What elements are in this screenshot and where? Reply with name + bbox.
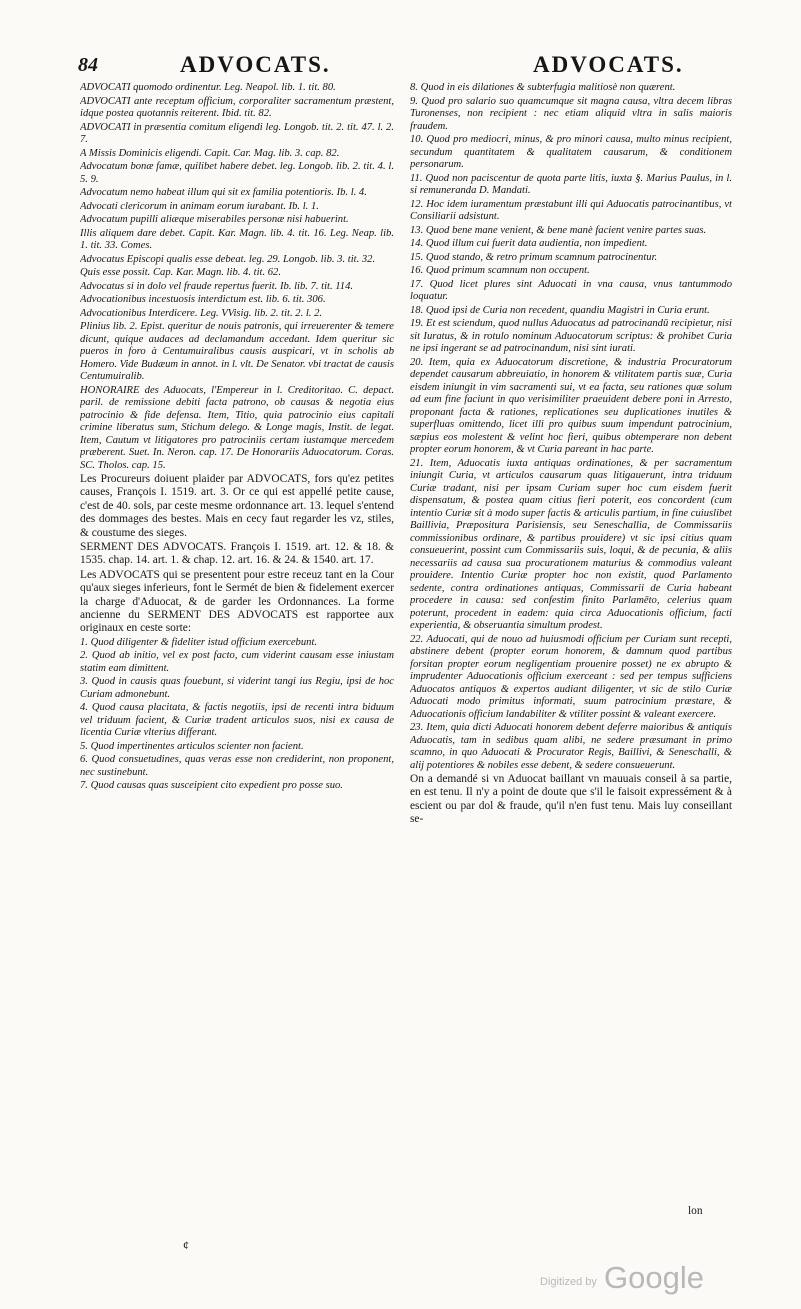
paragraph: Advocatum pupilli aliæque miserabiles personæ nisi habuerint. (80, 214, 349, 225)
oath-article: 8. Quod in eis dilationes & subterfugia malitiosè non quærent. (410, 82, 676, 93)
paragraph: Advocationibus Interdicere. Leg. VVisig. lib. 2. tit. 2. l. 2. (80, 307, 323, 319)
oath-article: 16. Quod primum scamnum non occupent. (410, 265, 590, 276)
left-column (80, 82, 394, 1209)
paragraph: Les ADVOCATS qui se presentent pour estre receuz tant en la Cour qu'aux sieges inferieurs, font le Sermét de bien & fidelement exercer la charge d'Aduocat, & de garder les Ordonnances. La forme ancienne du SERMENT DES ADVOCATS est rapportee aux originaux en ceste sorte: (80, 568, 394, 635)
oath-article: 2. Quod ab initio, vel ex post facto, cum viderint causam esse iniustam statim eam dimittent. (80, 650, 394, 674)
oath-article: 21. Item, Aduocatis iuxta antiquas ordinationes, & per sacramentum iniungit Curia, vt articulos causarum quas litigauerunt, intra triduum Curiæ tradant, nisi per ipsam Curiam super hoc cum eisdem fuerit dispensatum, & postea quam citius fieri poterit, eos concordent (cum intentio Curiæ sit à modo super factis & articulis partium, in fine cuiuslibet Baillivia, Præpositura Parisiensis, seu Seneschallia, de Commissariis commissionibus ordinare, & partibus prouidere) vt sic ipsi citius quam consueuerint, possint cum Commissariis suis, loqui, & de pecunia, & aliis necessariis ad causa sua procurationem maturius & commodius valeant prouidere. Intentio Curiæ propter hoc non existit, quod Parlamento sedente, contra ordinationes antiquas, Commissarii de Curia habeant procedere in causa: sed confestim finito Parlamēto, celerius quam poterunt, procedent in eadem: quia circa Aduocationis officium, facti experientia, & obseruantia simultum prodest. (410, 457, 732, 631)
paragraph: On a demandé si vn Aduocat baillant vn mauuais conseil à sa partie, en est tenu. Il n'y a point de doute que s'il le faisoit expressément & à escient ou par dol & fraude, qu'il n'en fust tenu. Mais luy conseillant se- (410, 773, 732, 826)
oath-article: 1. Quod diligenter & fideliter istud officium exercebunt. (80, 636, 318, 648)
paragraph: A Missis Dominicis eligendi. Capit. Car. Mag. lib. 3. cap. 82. (80, 147, 340, 159)
paragraph: Les Procureurs doiuent plaider par ADVOCATS, fors qu'ez petites causes, François I. 1519. art. 3. Or ce qui est appellé petite cause, c'est de 40. sols, par ceste mesme ordonnance art. 13. lequel s'entend des dommages des bestes. Mais en cecy faut regarder les vz, stiles, & coustume des sieges. (80, 473, 394, 539)
oath-article: 4. Quod causa placitata, & factis negotiis, ipsi de recenti intra biduum vel triduum facient, & Curiæ tradent articulos suos, nisi ex causa de licentia Curiæ vlterius differant. (80, 702, 394, 739)
paragraph: Advocationibus incestuosis interdictum est. lib. 6. tit. 306. (80, 294, 326, 305)
oath-article: 5. Quod impertinentes articulos scienter non facient. (80, 740, 304, 752)
paragraph: Illis aliquem dare debet. Capit. Kar. Magn. lib. 4. tit. 16. Leg. Neap. lib. 1. tit. 33. Comes. (80, 227, 394, 251)
oath-article: 18. Quod ipsi de Curia non recedent, quandiu Magistri in Curia erunt. (410, 304, 710, 316)
oath-article: 11. Quod non paciscentur de quota parte litis, iuxta §. Marius Paulus, in l. si remuneranda D. Mandati. (410, 172, 732, 196)
digitization-watermark (540, 1262, 750, 1302)
margin-mark: ¢ (183, 1238, 189, 1252)
oath-article: 9. Quod pro salario suo quamcumque sit magna causa, vltra decem libras Turonenses, non recipient : nec etiam aliquid vltra in salis maioris fraudem. (410, 95, 732, 132)
paragraph: Advocatum nemo habeat illum qui sit ex familia potentioris. Ib. l. 4. (80, 187, 367, 198)
paragraph: Quis esse possit. Cap. Kar. Magn. lib. 4. tit. 62. (80, 267, 282, 278)
oath-article: 15. Quod stando, & retro primum scamnum patrocinentur. (410, 251, 658, 263)
paragraph: HONORAIRE des Aduocats, l'Empereur in l. Creditoritao. C. depact. paril. de remissione debiti facta patrono, ob causas & negotia eius patrocinio & fide defensa. Item, Titio, quia patrocinio eius capitali crimine liberatus sum, Stichum delego. & Longe magis, Instit. de legat. Item, Cautum vt litigatores pro patrociniis certam iustamque mercedem præberent. Suet. In. Neron. cap. 17. De Honorariis Aduocatorum. Coras. SC. Tholos. cap. 15. (80, 384, 394, 471)
oath-article: 3. Quod in causis quas fouebunt, si viderint tangi ius Regiu, ipsi de hoc Curiam admonebunt. (80, 676, 394, 700)
oath-article: 12. Hoc idem iuramentum præstabunt illi qui Aduocatis patrocinantibus, vt Consiliarii adsistunt. (410, 198, 732, 222)
page-number: 84 (78, 54, 98, 76)
running-title-right: ADVOCATS. (533, 52, 684, 77)
catchword: lon (688, 1205, 703, 1217)
running-title-left: ADVOCATS. (180, 52, 331, 77)
paragraph: ADVOCATI quomodo ordinentur. Leg. Neapol. lib. 1. tit. 80. (80, 82, 336, 93)
page-header (78, 52, 728, 86)
oath-article: 22. Aduocati, qui de nouo ad huiusmodi officium per Curiam sunt recepti, abstinere debent (propter eorum honorem, & damnum quod partibus forsitan propter eorum negligentiam prouenire posset) ne ex abrupto & imprudenter Aduocationis officium exerceant : sed per tempus sufficiens Aduocatos antiquos & expertos audiant diligenter, vt sic de stilo Curiæ Aduocati modo primitus informati, suum patrocinium præstare, & Aduocationis officium landabiliter & vtiliter possint & valeant exercere. (410, 633, 732, 720)
watermark-brand: Google (604, 1260, 704, 1295)
paragraph: SERMENT DES ADVOCATS. François I. 1519. art. 12. & 18. & 1535. chap. 14. art. 1. & chap. 12. art. 16. & 24. & 1540. art. 17. (80, 541, 394, 567)
oath-article: 19. Et est sciendum, quod nullus Aduocatus ad patrocinandū recipietur, nisi sit Iuratus, & in rotulo nominum Aduocatorum scriptus: & prohibet Curia ne ipsi ingerant se ad patrocinandum, nisi sint iurati. (410, 318, 732, 354)
oath-article: 10. Quod pro mediocri, minus, & pro minori causa, multo minus recipient, secundum quantitatem & qualitatem causarum, & conditionem personarum. (410, 134, 732, 170)
watermark-prefix: Digitized by (540, 1276, 597, 1288)
paragraph: Advocatus si in dolo vel fraude repertus fuerit. Ib. lib. 7. tit. 114. (80, 280, 354, 292)
right-column (410, 82, 732, 1209)
paragraph: Plinius lib. 2. Epist. queritur de nouis patronis, qui irreuerenter & temere dicunt, quique audaces ad declamandum accedant. Idem queritur sic pueros in foro à Centumuiralibus causis auspicari, vt in scholis ab Homero. Vide Budæum in annot. in l. vlt. De Senator. vbi tractat de causis Centumuiralib. (80, 321, 394, 382)
oath-article: 7. Quod causas quas susceipient cito expedient pro posse suo. (80, 780, 343, 792)
paragraph: Advocati clericorum in animam eorum iurabant. Ib. l. 1. (80, 200, 319, 212)
paragraph: Advocatus Episcopi qualis esse debeat. leg. 29. Longob. lib. 3. tit. 32. (80, 253, 376, 265)
oath-article: 20. Item, quia ex Aduocatorum discretione, & industria Procuratorum dependet causarum abbreuiatio, in honorem & vtilitatem partis suæ, Curia eisdem iniungit in vim sacramenti sui, vt ea facta, seu rationes quæ solum ad eum fine faciunt in quo verisimiliter praeuident debere poni in Arresto, proponant facta & rationes, replicationes seu duplicationes inutiles & superfluas omittendo, licet illi pro quibus suum impendunt patrocinium, sæpius eos molestent & velint hoc fieri, quibus obtemperare non debent propter eorum honorem, & vt Curia pareant in hac parte. (410, 356, 732, 455)
oath-article: 23. Item, quia dicti Aduocati honorem debent deferre maioribus & antiquis Aduocatis, tam in sedibus quam alibi, ne sedere præsumant in primo scamno, in quo Aduocati & Procurator Regis, Baillivi, & Seneschalli, & alij potentiores & nobiles esse debent, & sedere consueuerunt. (410, 722, 732, 771)
paragraph: ADVOCATI in præsentia comitum eligendi leg. Longob. tit. 2. tit. 47. l. 2. 7. (80, 121, 394, 145)
oath-article: 6. Quod consuetudines, quas veras esse non crediderint, non proponent, nec sustinebunt. (80, 754, 394, 778)
oath-article: 13. Quod bene mane venient, & bene manè facient venire partes suas. (410, 224, 707, 236)
paragraph: ADVOCATI ante receptum officium, corporaliter sacramentum præstent, idque postea quotannis reiterent. Ibid. tit. 82. (80, 95, 394, 119)
oath-article: 14. Quod illum cui fuerit data audientia, non impedient. (410, 238, 648, 249)
oath-article: 17. Quod licet plures sint Aduocati in vna causa, vnus tantummodo loquatur. (410, 278, 732, 302)
paragraph: Advocatum bonæ famæ, quilibet habere debet. leg. Longob. lib. 2. tit. 4. l. 5. 9. (80, 161, 394, 185)
